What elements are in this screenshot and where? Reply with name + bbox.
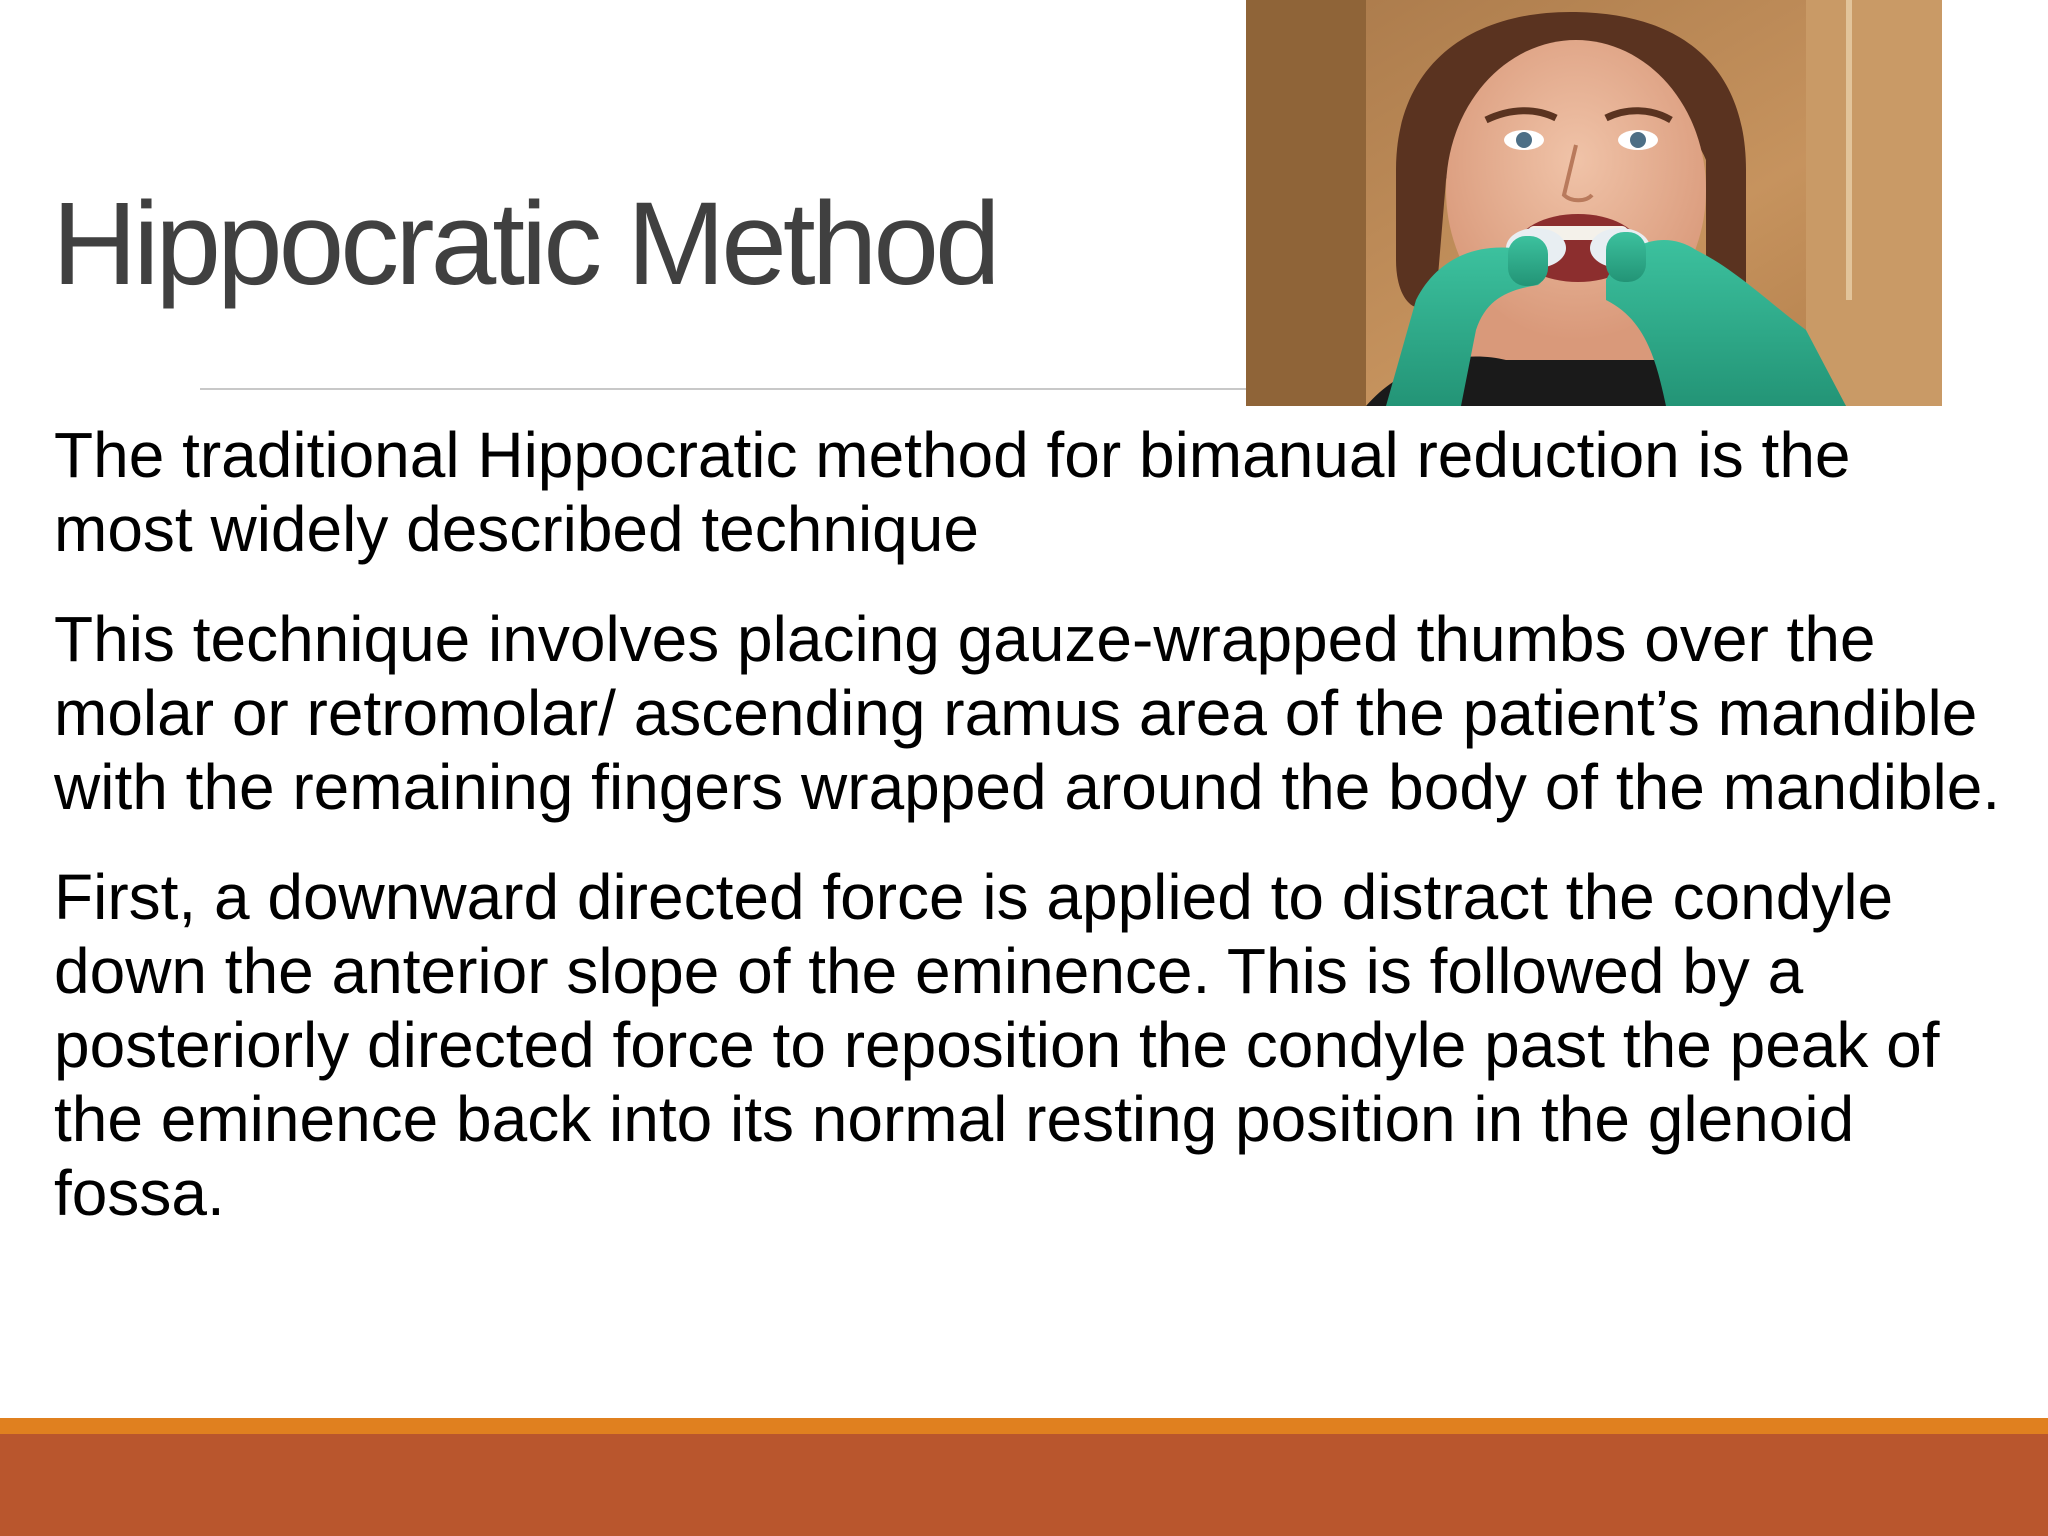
footer-bar [0, 1434, 2048, 1536]
paragraph-2: This technique involves placing gauze-wrapped thumbs over the molar or retromolar/ ascending ramus area of the patient’s mandible with the remaining fingers wrapped around the body of the mandible. [54, 603, 2001, 823]
paragraph-3: First, a downward directed force is applied to distract the condyle down the anterior slope of the eminence. This is followed by a posteriorly directed force to reposition the condyle past the peak of the eminence back into its normal resting position in the glenoid fossa. [54, 861, 1940, 1229]
paragraph-1: The traditional Hippocratic method for bimanual reduction is the most widely described technique [54, 419, 1851, 565]
footer-accent-line [0, 1418, 2048, 1434]
slide-title: Hippocratic Method [52, 178, 997, 310]
slide-body [54, 418, 2004, 1266]
patient-reduction-photo [1246, 0, 1942, 406]
title-divider [200, 388, 1246, 390]
